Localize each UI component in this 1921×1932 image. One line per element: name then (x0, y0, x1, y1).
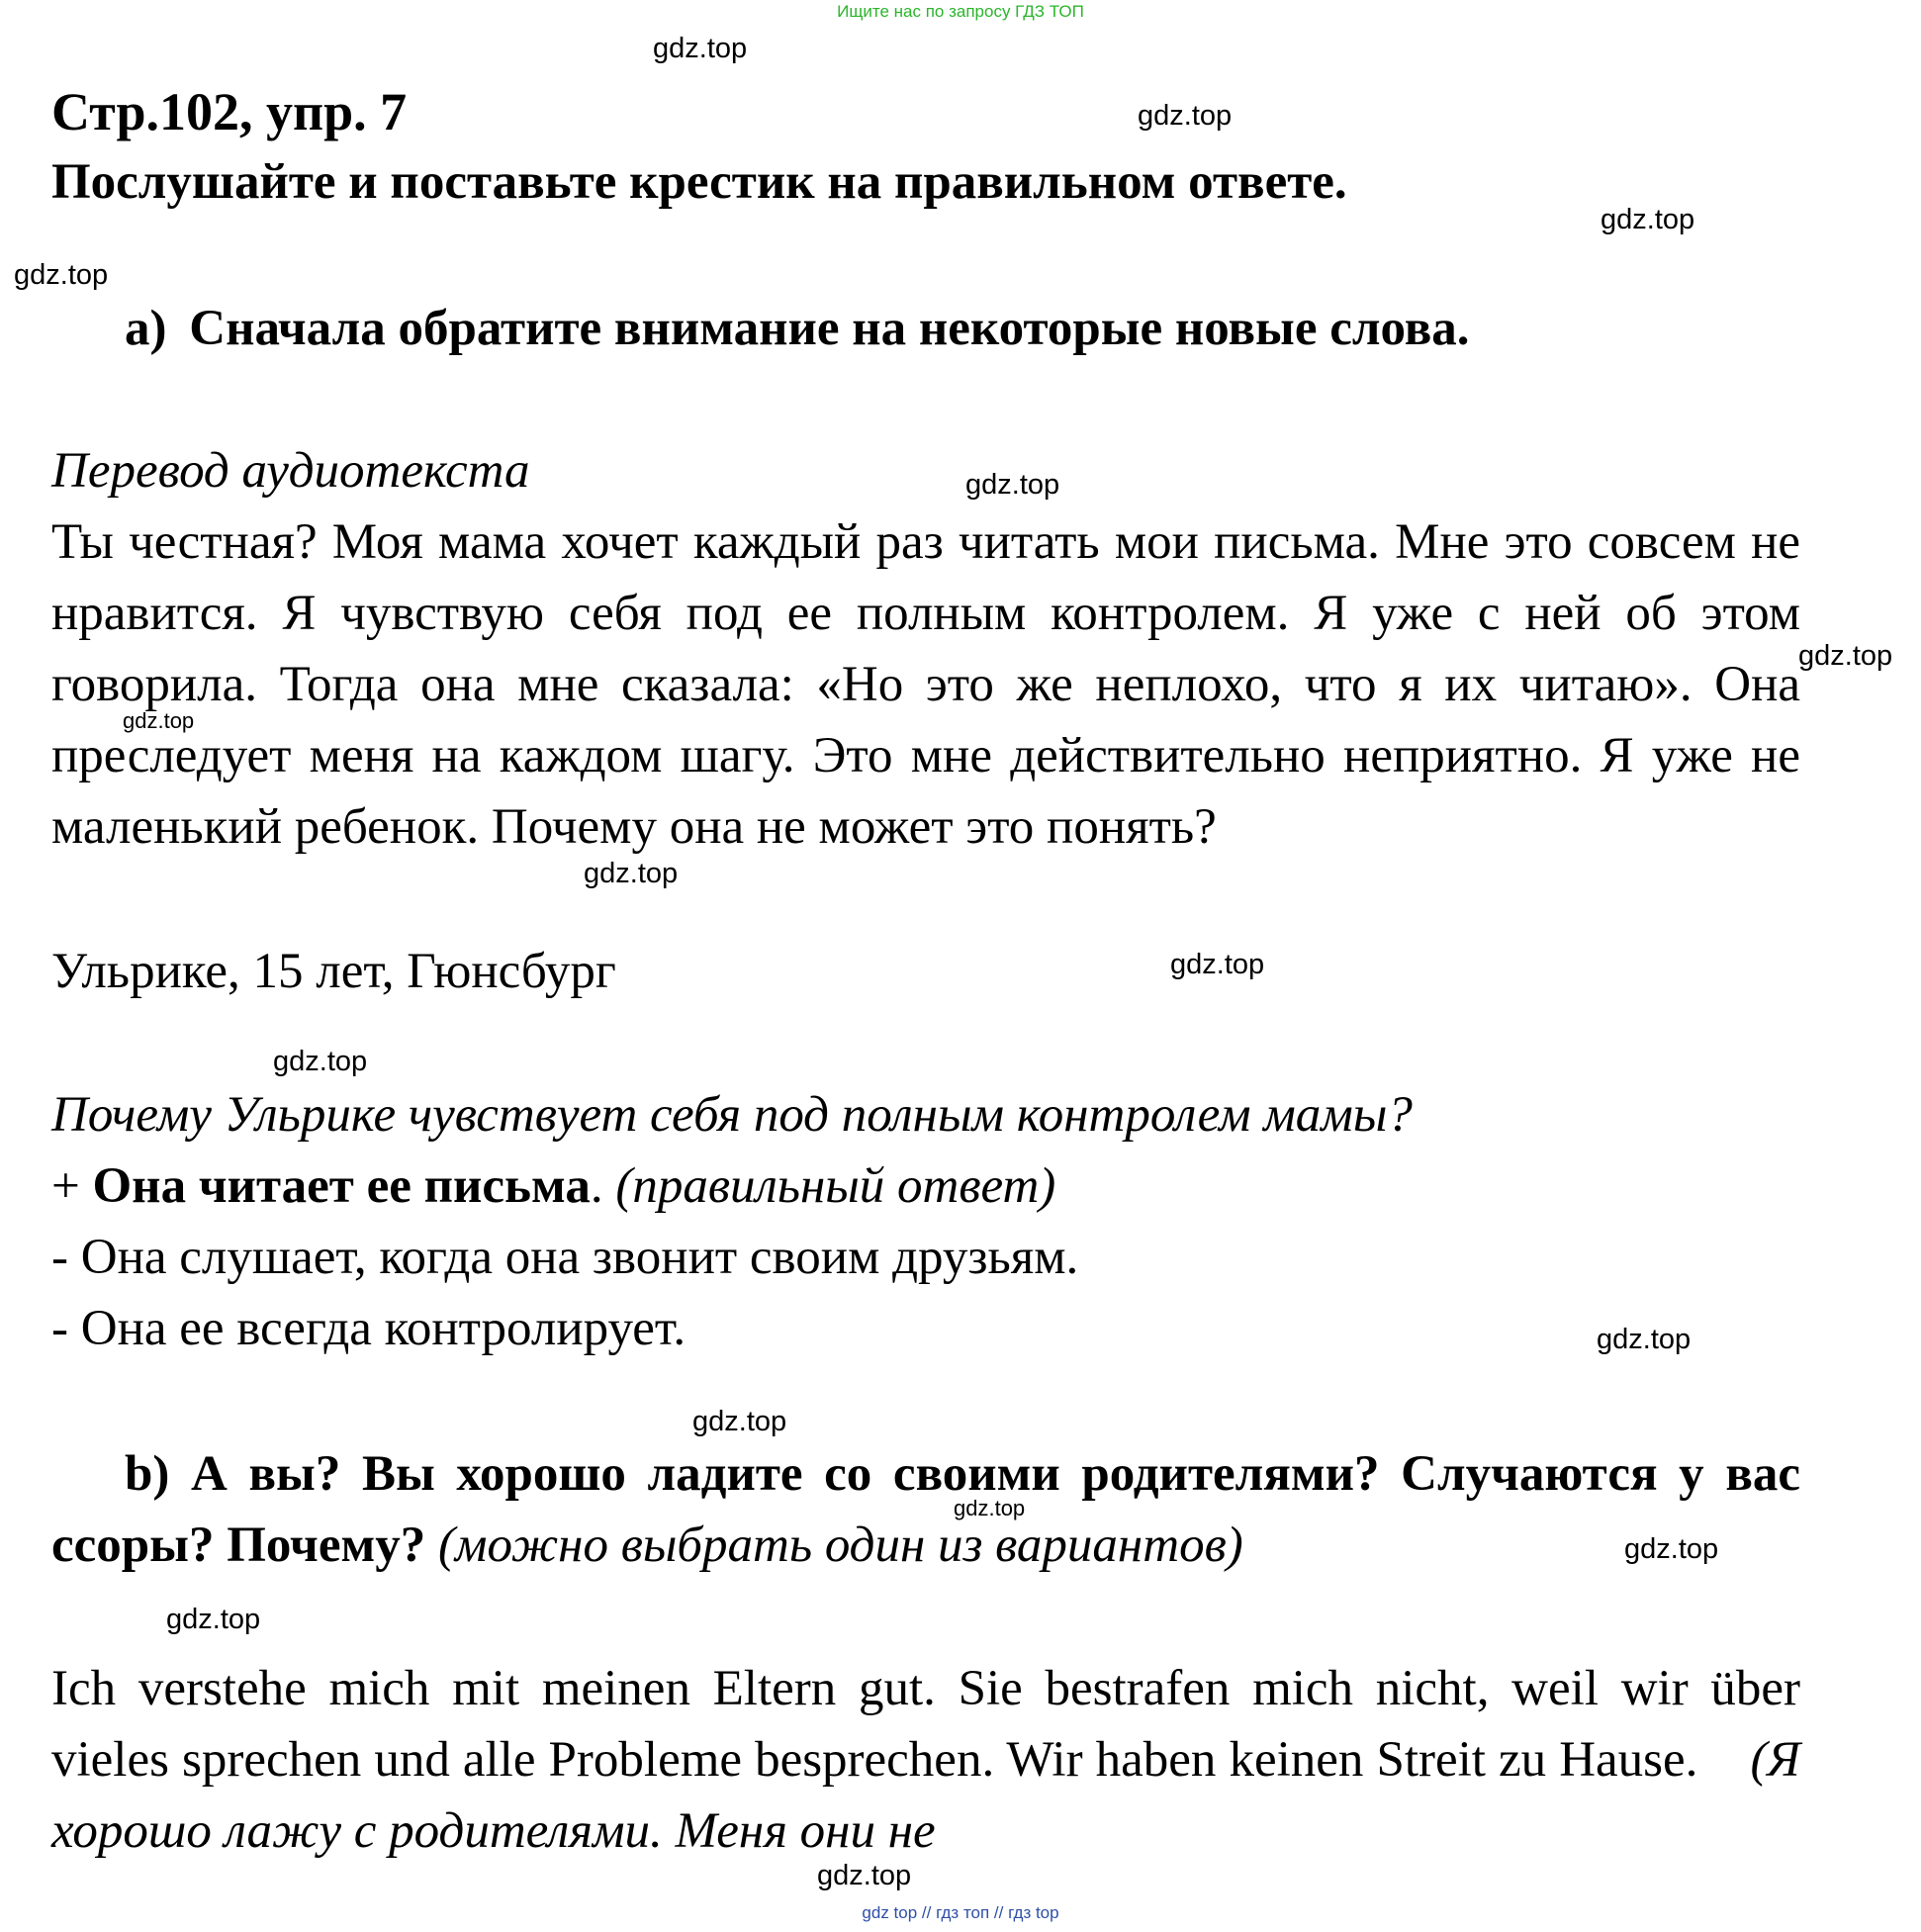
page-title: Стр.102, упр. 7 (51, 82, 408, 141)
exercise-instruction: Послушайте и поставьте крестик на правильном ответе. (51, 154, 1347, 210)
answer-b (51, 1653, 1800, 1867)
section-b-note: (можно выбрать один из вариантов) (437, 1518, 1243, 1573)
watermark: gdz.top (1170, 949, 1265, 980)
watermark: gdz.top (584, 858, 679, 889)
watermark: gdz.top (1624, 1533, 1719, 1565)
watermark: gdz.top (166, 1604, 261, 1635)
correct-option (51, 1150, 1055, 1222)
watermark: gdz.top (123, 708, 195, 733)
watermark: gdz.top (1138, 100, 1233, 132)
watermark: gdz.top (965, 469, 1060, 501)
watermark: gdz.top (817, 1860, 912, 1891)
section-b-text: А вы? Вы хорошо ладите со своими родителями? Случаются у вас ссоры? Почему? (51, 1446, 1800, 1573)
correct-period: . (590, 1158, 603, 1214)
watermark: gdz.top (653, 33, 748, 64)
correct-answer: Она читает ее письма (92, 1158, 591, 1214)
audio-heading: Перевод аудиотекста (51, 443, 530, 499)
option-2: - Она слушает, когда она звонит своим друзьям. (51, 1230, 1079, 1285)
watermark: gdz.top (1597, 1324, 1692, 1355)
watermark: gdz.top (1798, 640, 1893, 672)
question-text: Почему Ульрике чувствует себя под полным контролем мамы? (51, 1087, 1413, 1143)
audio-text: Ты честная? Моя мама хочет каждый раз читать мои письма. Мне это совсем не нравится. Я чувствую себя под ее полным контролем. Я уже с ней об этом говорила. Тогда она мне сказала: «Но это же неплохо, что я их читаю». Она преследует меня на каждом шагу. Это мне действительно неприятно. Я уже не маленький ребенок. Почему она не может это понять? (51, 514, 1800, 855)
section-a-label: а) (125, 301, 167, 356)
footer-links[interactable]: gdz top // гдз топ // гдз top (862, 1903, 1059, 1922)
option-3: - Она ее всегда контролирует. (51, 1301, 686, 1356)
section-b-label: b) (125, 1446, 170, 1502)
watermark: gdz.top (1601, 204, 1695, 235)
answer-german: Ich verstehe mich mit meinen Eltern gut. Sie bestrafen mich nicht, weil wir über vieles sprechen und alle Probleme besprechen. Wir haben keinen Streit zu Hause. (51, 1661, 1800, 1788)
section-a-heading (125, 300, 1470, 357)
section-a-text: Сначала обратите внимание на некоторые новые слова. (189, 301, 1470, 356)
answer-translation: (Я хорошо лажу с родителями. Меня они не (51, 1732, 1800, 1859)
watermark: gdz.top (954, 1496, 1026, 1520)
watermark: gdz.top (14, 259, 109, 291)
watermark: gdz.top (273, 1046, 368, 1077)
correct-marker: + (51, 1158, 80, 1214)
top-notice[interactable]: Ищите нас по запросу ГДЗ ТОП (837, 2, 1084, 21)
section-b-heading (51, 1438, 1800, 1581)
audio-signature: Ульрике, 15 лет, Гюнсбург (51, 944, 616, 999)
watermark: gdz.top (692, 1406, 787, 1437)
correct-note: (правильный ответ) (615, 1158, 1056, 1214)
